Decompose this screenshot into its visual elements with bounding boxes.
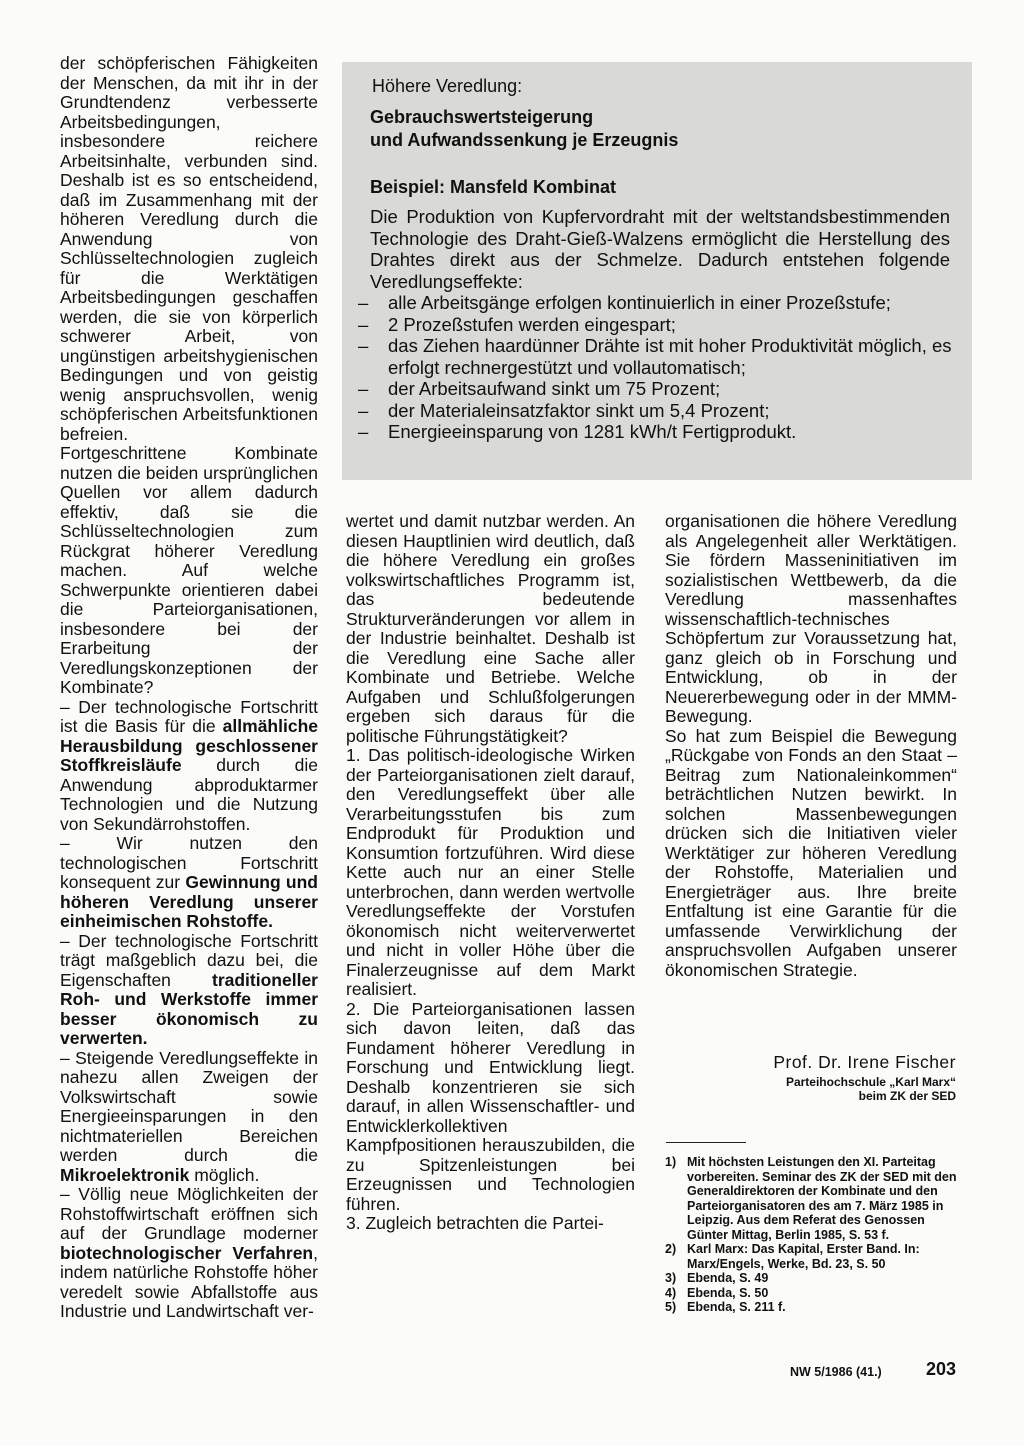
paragraph: wertet und damit nutzbar werden. An diesen Hauptlinien wird deutlich, daß die höhere Veredlung ein großes volkswirtschaftliches Programm ist, das bedeutende Strukturveränderungen vor allem in der Industrie beinhaltet. Deshalb ist die Veredlung eine Sache aller Kombinate und Betriebe. Welche Aufgaben und Schlußfolgerungen ergeben sich daraus für die politische Führungstätigkeit? [346, 511, 635, 746]
footnote: 1) Mit höchsten Leistungen den XI. Parteitag vorbereiten. Seminar des ZK der SED mit den Generaldirektoren der Kombinate und den Parteiorganisatoren des am 7. März 1985 in Leipzig. Aus dem Referat des Genossen Günter Mittag, Berlin 1985, S. 53 f. [665, 1155, 957, 1242]
box-title: Höhere Veredlung: [372, 76, 523, 96]
emphasis: traditioneller Roh- und Werkstoffe immer besser ökonomisch zu verwerten. [60, 969, 318, 1048]
right-column [665, 512, 957, 980]
bullet-paragraph: – Der technologische Fortschritt trägt maßgeblich dazu bei, die Eigenschaften traditioneller Roh- und Werkstoffe immer besser ökonomisch zu verwerten. [60, 930, 318, 1048]
emphasis: Mikroelektronik [60, 1164, 190, 1185]
emphasis: allmähliche Herausbildung geschlossener Stoffkreisläufe [60, 716, 318, 775]
paragraph: 2. Die Parteiorganisationen lassen sich davon leiten, daß das Fundament höherer Veredlung in Forschung und Entwicklung liegt. Deshalb konzentrieren sie sich darauf, in allen Wissenschaftler- und Entwicklerkollektiven Kampfpositionen herauszubilden, die zu Spitzenleistungen bei Erzeugnissen und Technologien führen. [346, 998, 635, 1214]
effects-list [352, 292, 952, 443]
middle-column [346, 512, 635, 1234]
list-item: – das Ziehen haardünner Drähte ist mit hoher Produktivität möglich, es erfolgt rechnergestützt und vollautomatisch; [352, 335, 952, 378]
footnote-divider [666, 1142, 746, 1143]
highlight-box [342, 62, 972, 480]
footnote: 4) Ebenda, S. 50 [665, 1285, 769, 1300]
paragraph: organisationen die höhere Veredlung als Angelegenheit aller Werktätigen. Sie fördern Masseninitiativen im sozialistischen Wettbewerb, da die Veredlung massenhaftes wissenschaftlich-technisches Schöpfertum zur Voraussetzung hat, ganz gleich ob in Forschung und Entwicklung, ob in der Neuererbewegung oder in der MMM-Bewegung. [665, 511, 957, 726]
footnote: 5) Ebenda, S. 211 f. [665, 1300, 786, 1314]
paragraph: der schöpferischen Fähigkeiten der Menschen, da mit ihr in der Grundtendenz verbesserte Arbeitsbedingungen, insbesondere reichere Arbeitsinhalte, verbunden sind. Deshalb ist es so entscheidend, daß im Zusammenhang mit der höheren Veredlung durch die Anwendung von Schlüsseltechnologien zugleich für die Werktätigen Arbeitsbedingungen geschaffen werden, die sie von körperlich schwerer Arbeit, von ungünstigen arbeitshygienischen Bedingungen und von geistig wenig anspruchsvollen, wenig schöpferischen Arbeitsfunktionen befreien. [60, 53, 318, 444]
paragraph: 1. Das politisch-ideologische Wirken der Parteiorganisationen zielt darauf, den Veredlungseffekt über alle Verarbeitungsstufen bis zum Endprodukt für Produktion und Konsumtion fortzuführen. Wird diese Kette auch nur an einer Stelle unterbrochen, dann werden wertvolle Veredlungseffekte der Vorstufen ökonomisch nicht weiterverwertet und nicht in voller Höhe über die Finalerzeugnisse auf dem Markt realisiert. [346, 745, 635, 999]
bullet-paragraph: – Steigende Veredlungseffekte in nahezu allen Zweigen der Volkswirtschaft sowie Energieeinsparungen in den nichtmateriellen Bereichen werden durch die Mikroelektronik möglich. [60, 1047, 318, 1185]
issue-reference: NW 5/1986 (41.) [790, 1365, 882, 1379]
footnote: 3) Ebenda, S. 49 [665, 1271, 769, 1285]
paragraph: Fortgeschrittene Kombinate nutzen die beiden ursprünglichen Quellen vor allem dadurch effektiv, daß sie die Schlüsseltechnologien zum Rückgrat höherer Veredlung machen. Auf welche Schwerpunkte orientieren dabei die Parteiorganisationen, insbesondere bei der Erarbeitung der Veredlungskonzeptionen der Kombinate? [60, 443, 318, 697]
emphasis: biotechnologischer Verfahren [60, 1242, 314, 1263]
example-intro: Die Produktion von Kupfervordraht mit der weltstandsbestimmenden Technologie des Draht-Gieß-Walzens ermöglicht die Herstellung des Drahtes direkt aus der Schmelze. Dadurch entstehen folgende Veredlungseffekte: [370, 206, 950, 292]
box-subtitle: Gebrauchswertsteigerung und Aufwandssenkung je Erzeugnis [370, 107, 679, 150]
bullet-paragraph: – Völlig neue Möglichkeiten der Rohstoffwirtschaft eröffnen sich auf der Grundlage moderner biotechnologischer Verfahren, indem natürliche Rohstoffe höher veredelt sowie Abfallstoffe aus Industrie und Landwirtschaft ver- [60, 1184, 318, 1321]
footnote: 2) Karl Marx: Das Kapital, Erster Band. In: Marx/Engels, Werke, Bd. 23, S. 50 [665, 1242, 920, 1271]
paragraph: So hat zum Beispiel die Bewegung „Rückgabe von Fonds an den Staat – Beitrag zum Nationaleinkommen“ beträchtlichen Nutzen bewirkt. In solchen Massenbewegungen drücken sich die Initiativen vieler Werktätiger zur höheren Veredlung der Rohstoffe, Materialien und Energieträger aus. Ihre breite Entfaltung ist eine Garantie für die umfassende Verwirklichung der anspruchsvollen Aufgaben unserer ökonomischen Strategie. [665, 725, 957, 980]
page-number: 203 [926, 1359, 957, 1379]
example-heading: Beispiel: Mansfeld Kombinat [370, 177, 617, 197]
bullet-paragraph: – Der technologische Fortschritt ist die Basis für die allmähliche Herausbildung geschlossener Stoffkreisläufe durch die Anwendung abproduktarmer Technologien und die Nutzung von Sekundärrohstoffen. [60, 696, 318, 834]
paragraph: 3. Zugleich betrachten die Partei- [346, 1213, 604, 1233]
emphasis: Gewinnung und höheren Veredlung unserer einheimischen Rohstoffe. [60, 872, 318, 931]
left-column [60, 54, 318, 1322]
author-institution: Parteihochschule „Karl Marx“ beim ZK der SED [785, 1075, 956, 1103]
list-item: – alle Arbeitsgänge erfolgen kontinuierlich in einer Prozeßstufe; [352, 292, 952, 314]
list-item: – 2 Prozeßstufen werden eingespart; [352, 314, 952, 336]
list-item: – Energieeinsparung von 1281 kWh/t Fertigprodukt. [352, 421, 952, 443]
footnotes [665, 1155, 957, 1315]
list-item: – der Materialeinsatzfaktor sinkt um 5,4 Prozent; [352, 400, 952, 422]
author-name: Prof. Dr. Irene Fischer [773, 1052, 956, 1072]
bullet-paragraph: – Wir nutzen den technologischen Fortschritt konsequent zur Gewinnung und höheren Veredlung unserer einheimischen Rohstoffe. [60, 833, 318, 931]
list-item: – der Arbeitsaufwand sinkt um 75 Prozent; [352, 378, 952, 400]
